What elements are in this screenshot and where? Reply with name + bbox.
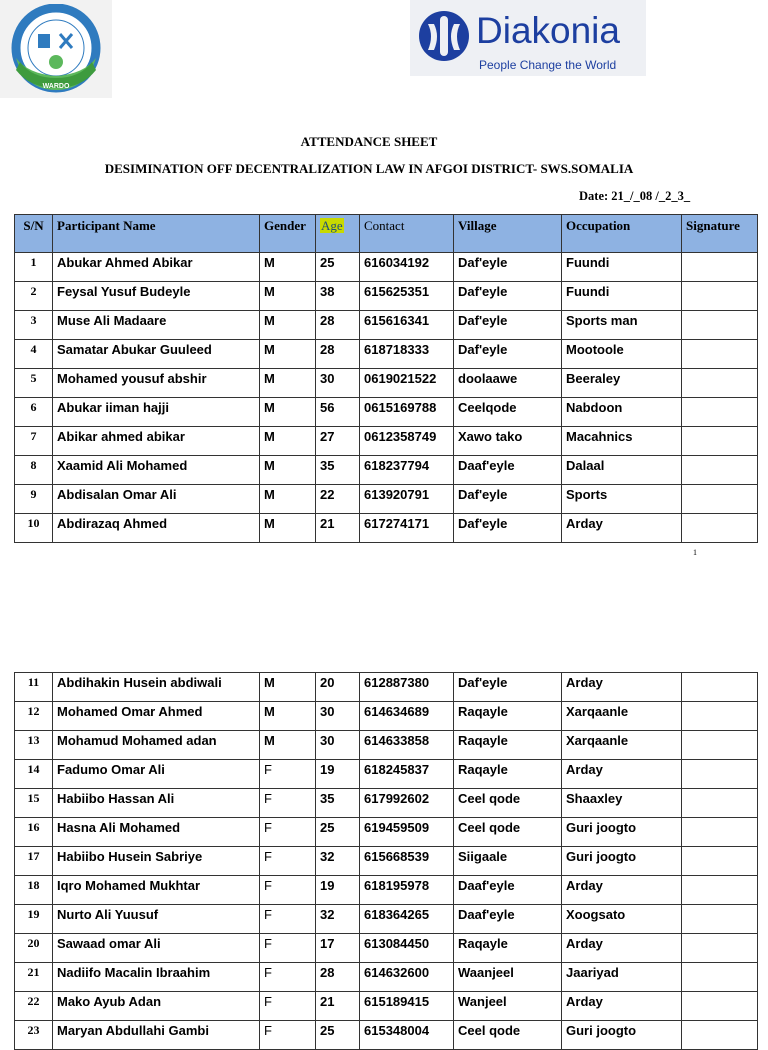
cell-occupation: Nabdoon xyxy=(562,398,682,427)
table-row xyxy=(15,876,758,905)
diakonia-emblem-icon xyxy=(418,10,470,62)
cell-contact: 0619021522 xyxy=(360,369,454,398)
cell-signature xyxy=(682,789,758,818)
cell-gender: F xyxy=(260,905,316,934)
cell-sn: 22 xyxy=(15,992,53,1021)
cell-contact: 617274171 xyxy=(360,514,454,543)
cell-village: Daf'eyle xyxy=(454,340,562,369)
cell-occupation: Sports man xyxy=(562,311,682,340)
cell-age: 32 xyxy=(316,847,360,876)
table-row xyxy=(15,514,758,543)
cell-age: 20 xyxy=(316,673,360,702)
cell-sn: 19 xyxy=(15,905,53,934)
cell-occupation: Arday xyxy=(562,934,682,963)
cell-contact: 614633858 xyxy=(360,731,454,760)
cell-occupation: Guri joogto xyxy=(562,818,682,847)
cell-age: 25 xyxy=(316,1021,360,1050)
cell-gender: M xyxy=(260,311,316,340)
cell-sn: 10 xyxy=(15,514,53,543)
cell-occupation: Shaaxley xyxy=(562,789,682,818)
cell-signature xyxy=(682,1021,758,1050)
cell-signature xyxy=(682,847,758,876)
cell-gender: F xyxy=(260,1021,316,1050)
cell-village: Ceelqode xyxy=(454,398,562,427)
cell-name: Abukar iiman hajji xyxy=(53,398,260,427)
col-village: Village xyxy=(454,215,562,253)
cell-name: Feysal Yusuf Budeyle xyxy=(53,282,260,311)
cell-age: 19 xyxy=(316,876,360,905)
cell-signature xyxy=(682,485,758,514)
cell-age: 30 xyxy=(316,369,360,398)
cell-contact: 618195978 xyxy=(360,876,454,905)
cell-contact: 615189415 xyxy=(360,992,454,1021)
cell-contact: 613920791 xyxy=(360,485,454,514)
cell-name: Mohamud Mohamed adan xyxy=(53,731,260,760)
cell-age: 27 xyxy=(316,427,360,456)
cell-name: Muse Ali Madaare xyxy=(53,311,260,340)
cell-name: Nadiifo Macalin Ibraahim xyxy=(53,963,260,992)
cell-village: Waanjeel xyxy=(454,963,562,992)
cell-sn: 15 xyxy=(15,789,53,818)
cell-sn: 23 xyxy=(15,1021,53,1050)
col-name: Participant Name xyxy=(53,215,260,253)
cell-signature xyxy=(682,369,758,398)
cell-signature xyxy=(682,905,758,934)
svg-text:WARDO: WARDO xyxy=(42,83,70,90)
cell-sn: 17 xyxy=(15,847,53,876)
cell-sn: 5 xyxy=(15,369,53,398)
table-row xyxy=(15,282,758,311)
cell-age: 25 xyxy=(316,818,360,847)
cell-village: Daaf'eyle xyxy=(454,456,562,485)
cell-village: Daf'eyle xyxy=(454,514,562,543)
cell-sn: 14 xyxy=(15,760,53,789)
cell-name: Abdirazaq Ahmed xyxy=(53,514,260,543)
cell-sn: 21 xyxy=(15,963,53,992)
cell-contact: 0612358749 xyxy=(360,427,454,456)
cell-signature xyxy=(682,311,758,340)
attendance-table-page2 xyxy=(14,672,758,1050)
cell-signature xyxy=(682,702,758,731)
cell-contact: 618718333 xyxy=(360,340,454,369)
cell-occupation: Mootoole xyxy=(562,340,682,369)
table-row xyxy=(15,456,758,485)
cell-name: Fadumo Omar Ali xyxy=(53,760,260,789)
cell-signature xyxy=(682,427,758,456)
cell-contact: 618364265 xyxy=(360,905,454,934)
cell-signature xyxy=(682,398,758,427)
cell-village: Raqayle xyxy=(454,934,562,963)
cell-occupation: Xarqaanle xyxy=(562,731,682,760)
cell-age: 28 xyxy=(316,963,360,992)
cell-gender: F xyxy=(260,818,316,847)
cell-gender: M xyxy=(260,673,316,702)
cell-gender: F xyxy=(260,847,316,876)
cell-occupation: Arday xyxy=(562,514,682,543)
cell-village: Siigaale xyxy=(454,847,562,876)
cell-occupation: Xoogsato xyxy=(562,905,682,934)
cell-occupation: Arday xyxy=(562,876,682,905)
cell-name: Hasna Ali Mohamed xyxy=(53,818,260,847)
cell-contact: 619459509 xyxy=(360,818,454,847)
cell-gender: F xyxy=(260,963,316,992)
cell-gender: F xyxy=(260,992,316,1021)
table-row xyxy=(15,789,758,818)
cell-age: 17 xyxy=(316,934,360,963)
cell-age: 28 xyxy=(316,340,360,369)
cell-sn: 11 xyxy=(15,673,53,702)
cell-name: Abukar Ahmed Abikar xyxy=(53,253,260,282)
cell-gender: M xyxy=(260,369,316,398)
table-row xyxy=(15,818,758,847)
cell-age: 38 xyxy=(316,282,360,311)
cell-sn: 13 xyxy=(15,731,53,760)
cell-name: Habiibo Hassan Ali xyxy=(53,789,260,818)
sheet-subtitle: DESIMINATION OFF DECENTRALIZATION LAW IN AFGOI DISTRICT- SWS.SOMALIA xyxy=(104,161,634,176)
cell-gender: M xyxy=(260,702,316,731)
cell-contact: 617992602 xyxy=(360,789,454,818)
cell-contact: 614632600 xyxy=(360,963,454,992)
cell-occupation: Arday xyxy=(562,992,682,1021)
cell-name: Abdisalan Omar Ali xyxy=(53,485,260,514)
cell-signature xyxy=(682,514,758,543)
cell-village: Daaf'eyle xyxy=(454,905,562,934)
cell-age: 21 xyxy=(316,992,360,1021)
cell-village: Daaf'eyle xyxy=(454,876,562,905)
cell-contact: 615668539 xyxy=(360,847,454,876)
cell-occupation: Arday xyxy=(562,673,682,702)
cell-age: 30 xyxy=(316,702,360,731)
cell-occupation: Xarqaanle xyxy=(562,702,682,731)
cell-age: 28 xyxy=(316,311,360,340)
cell-occupation: Sports xyxy=(562,485,682,514)
cell-sn: 12 xyxy=(15,702,53,731)
cell-occupation: Beeraley xyxy=(562,369,682,398)
diakonia-logo: Diakonia People Change the World xyxy=(410,0,646,76)
cell-village: Ceel qode xyxy=(454,818,562,847)
cell-occupation: Guri joogto xyxy=(562,1021,682,1050)
cell-gender: M xyxy=(260,427,316,456)
cell-occupation: Dalaal xyxy=(562,456,682,485)
cell-gender: M xyxy=(260,282,316,311)
cell-name: Mohamed yousuf abshir xyxy=(53,369,260,398)
cell-signature xyxy=(682,253,758,282)
cell-name: Iqro Mohamed Mukhtar xyxy=(53,876,260,905)
cell-sn: 3 xyxy=(15,311,53,340)
cell-village: Raqayle xyxy=(454,760,562,789)
cell-village: Ceel qode xyxy=(454,1021,562,1050)
cell-sn: 18 xyxy=(15,876,53,905)
cell-village: Wanjeel xyxy=(454,992,562,1021)
table-row xyxy=(15,340,758,369)
cell-sn: 6 xyxy=(15,398,53,427)
cell-age: 21 xyxy=(316,514,360,543)
cell-gender: F xyxy=(260,876,316,905)
col-occupation: Occupation xyxy=(562,215,682,253)
cell-gender: F xyxy=(260,789,316,818)
cell-age: 35 xyxy=(316,789,360,818)
col-sn: S/N xyxy=(15,215,53,253)
cell-village: Xawo tako xyxy=(454,427,562,456)
cell-signature xyxy=(682,818,758,847)
table-row xyxy=(15,673,758,702)
cell-age: 56 xyxy=(316,398,360,427)
cell-signature xyxy=(682,340,758,369)
cell-village: Raqayle xyxy=(454,702,562,731)
cell-gender: M xyxy=(260,485,316,514)
cell-name: Habiibo Husein Sabriye xyxy=(53,847,260,876)
cell-age: 35 xyxy=(316,456,360,485)
table-row xyxy=(15,398,758,427)
cell-sn: 7 xyxy=(15,427,53,456)
cell-contact: 618245837 xyxy=(360,760,454,789)
cell-village: Daf'eyle xyxy=(454,253,562,282)
cell-signature xyxy=(682,456,758,485)
cell-village: Daf'eyle xyxy=(454,282,562,311)
cell-sn: 20 xyxy=(15,934,53,963)
cell-gender: M xyxy=(260,514,316,543)
cell-gender: F xyxy=(260,934,316,963)
cell-age: 19 xyxy=(316,760,360,789)
cell-sn: 4 xyxy=(15,340,53,369)
table-row xyxy=(15,760,758,789)
cell-occupation: Jaariyad xyxy=(562,963,682,992)
cell-village: Ceel qode xyxy=(454,789,562,818)
table-row xyxy=(15,934,758,963)
cell-name: Mohamed Omar Ahmed xyxy=(53,702,260,731)
cell-contact: 616034192 xyxy=(360,253,454,282)
cell-signature xyxy=(682,992,758,1021)
sheet-date: Date: 21_/_08 /_2_3_ xyxy=(579,189,691,203)
table-row xyxy=(15,427,758,456)
cell-name: Maryan Abdullahi Gambi xyxy=(53,1021,260,1050)
cell-signature xyxy=(682,963,758,992)
table-row xyxy=(15,963,758,992)
cell-village: Daf'eyle xyxy=(454,673,562,702)
cell-contact: 615625351 xyxy=(360,282,454,311)
cell-name: Abdihakin Husein abdiwali xyxy=(53,673,260,702)
table-row xyxy=(15,905,758,934)
cell-contact: 613084450 xyxy=(360,934,454,963)
cell-age: 22 xyxy=(316,485,360,514)
cell-signature xyxy=(682,731,758,760)
cell-contact: 618237794 xyxy=(360,456,454,485)
cell-gender: M xyxy=(260,398,316,427)
cell-contact: 615348004 xyxy=(360,1021,454,1050)
table-row xyxy=(15,253,758,282)
cell-age: 32 xyxy=(316,905,360,934)
table-row xyxy=(15,992,758,1021)
table-row xyxy=(15,1021,758,1050)
cell-name: Xaamid Ali Mohamed xyxy=(53,456,260,485)
table-row xyxy=(15,702,758,731)
cell-village: Daf'eyle xyxy=(454,311,562,340)
cell-signature xyxy=(682,282,758,311)
table-row xyxy=(15,731,758,760)
cell-occupation: Fuundi xyxy=(562,282,682,311)
cell-contact: 0615169788 xyxy=(360,398,454,427)
cell-name: Nurto Ali Yuusuf xyxy=(53,905,260,934)
col-gender: Gender xyxy=(260,215,316,253)
cell-gender: M xyxy=(260,340,316,369)
cell-gender: M xyxy=(260,731,316,760)
cell-contact: 615616341 xyxy=(360,311,454,340)
cell-contact: 612887380 xyxy=(360,673,454,702)
cell-village: Daf'eyle xyxy=(454,485,562,514)
cell-name: Mako Ayub Adan xyxy=(53,992,260,1021)
table-row xyxy=(15,369,758,398)
table-row xyxy=(15,311,758,340)
cell-sn: 8 xyxy=(15,456,53,485)
cell-occupation: Arday xyxy=(562,760,682,789)
col-signature: Signature xyxy=(682,215,758,253)
cell-signature xyxy=(682,876,758,905)
page-number: 1 xyxy=(693,548,697,557)
attendance-table-page1 xyxy=(14,214,758,543)
wardo-logo xyxy=(0,0,112,98)
col-contact: Contact xyxy=(360,215,454,253)
cell-sn: 2 xyxy=(15,282,53,311)
cell-village: doolaawe xyxy=(454,369,562,398)
cell-occupation: Fuundi xyxy=(562,253,682,282)
cell-age: 30 xyxy=(316,731,360,760)
cell-sn: 1 xyxy=(15,253,53,282)
cell-signature xyxy=(682,934,758,963)
cell-occupation: Guri joogto xyxy=(562,847,682,876)
cell-signature xyxy=(682,760,758,789)
cell-name: Abikar ahmed abikar xyxy=(53,427,260,456)
cell-contact: 614634689 xyxy=(360,702,454,731)
table-header-row xyxy=(15,215,758,253)
cell-gender: F xyxy=(260,760,316,789)
cell-age: 25 xyxy=(316,253,360,282)
cell-gender: M xyxy=(260,253,316,282)
cell-signature xyxy=(682,673,758,702)
cell-village: Raqayle xyxy=(454,731,562,760)
cell-sn: 16 xyxy=(15,818,53,847)
cell-gender: M xyxy=(260,456,316,485)
cell-occupation: Macahnics xyxy=(562,427,682,456)
cell-name: Sawaad omar Ali xyxy=(53,934,260,963)
cell-name: Samatar Abukar Guuleed xyxy=(53,340,260,369)
table-row xyxy=(15,847,758,876)
sheet-title: ATTENDANCE SHEET xyxy=(300,134,438,149)
col-age: Age xyxy=(316,215,360,253)
cell-sn: 9 xyxy=(15,485,53,514)
table-row xyxy=(15,485,758,514)
